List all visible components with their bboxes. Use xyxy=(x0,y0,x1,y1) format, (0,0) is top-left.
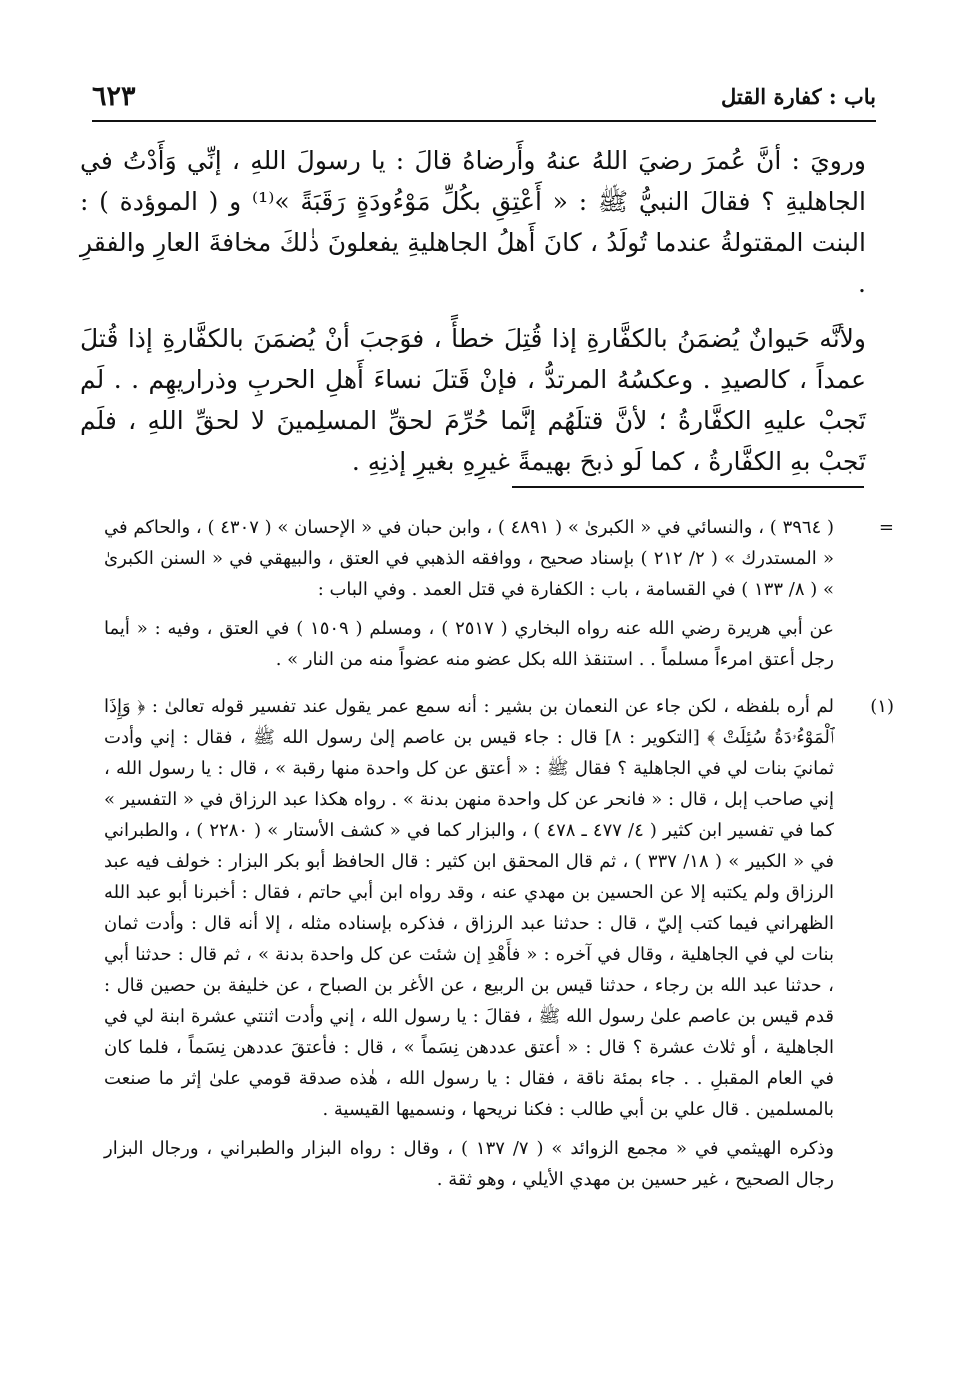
footnote-continued-body xyxy=(104,512,834,683)
main-paragraph-1: ورويَ : أنَّ عُمرَ رضيَ اللهُ عنهُ وأَرضاهُ قالَ : يا رسولَ اللهِ ، إنِّي وَأَدْتُ في الجاهليةِ ؟ فقالَ النبيُّ ﷺ : « أَعْتِقِ بكُلِّ مَوْءُودَةٍ رَقَبَةً »⁽¹⁾ و ( الموؤدة ) : البنت المقتولةُ عندما تُولَدُ ، كانَ أَهلُ الجاهليةِ يفعلونَ ذٰلكَ مخافةَ العارِ والفقرِ . xyxy=(80,146,866,298)
footnote-1-paragraph-1: لم أره بلفظه ، لكن جاء عن النعمان بن بشير : أنه سمع عمر يقول عند تفسير قوله تعالىٰ : ﴿ وَإِذَا ٱلْمَوْءُۥدَةُ سُئِلَتْ ﴾ [التكوير : ٨] قال : جاء قيس بن عاصم إلىٰ رسول الله ﷺ ، فقال : إني وأدت ثمانيَ بنات لي في الجاهلية ؟ فقال ﷺ : « أعتق عن كل واحدة منها رقبة » ، قال : يا رسول الله ، إني صاحب إبل ، قال : « فانحر عن كل واحدة منهن بدنة » . رواه هكذا عبد الرزاق في « التفسير » كما في تفسير ابن كثير ( ٤/ ٤٧٧ ـ ٤٧٨ ) ، والبزار كما في « كشف الأستار » ( ٢٢٨٠ ) ، والطبراني في « الكبير » ( ١٨/ ٣٣٧ ) ، ثم قال المحقق ابن كثير : قال الحافظ أبو بكر البزار : خولف فيه عبد الرزاق ولم يكتبه إلا عن الحسين بن مهدي عنه ، وقد رواه ابن أبي حاتم ، فقال : أخبرنا أبو عبد الله الظهراني فيما كتب إليّ ، قال : حدثنا عبد الرزاق ، فذكره بإسناده مثله ، إلا أنه قال : وأدت ثمان بنات لي في الجاهلية ، وقال في آخره : « فأَهْدِ إن شئت عن كل واحدة بدنة » ، ثم قال : حدثنا أبي ، حدثنا عبد الله بن رجاء ، حدثنا قيس بن الربيع ، عن الأغر بن الصباح ، عن خليفة بن حصين قال : قدم قيس بن عاصم علىٰ رسول الله ﷺ ، فقالَ : يا رسول الله ، إني وأدت اثنتي عشرة ابنة لي في الجاهلية ، أو ثلاث عشرة ؟ قال : « أعتق عددهن نِسَماً » ، قال : فأعتقَ عددهن نِسَماً ، فلما كان في العام المقبلِ . . جاء بمئة ناقة ، فقال : يا رسول الله ، هٰذه صدقة قومي علىٰ إثر ما صنعت بالمسلمين . قال علي بن أبي طالب : فكنا نريحها ، ونسميها القيسية . xyxy=(104,696,835,1120)
footnote-separator xyxy=(512,486,864,488)
page-number: ٦٢٣ xyxy=(92,80,136,112)
footnote-1-marker: (١) xyxy=(870,696,894,717)
footnote-1-body xyxy=(104,691,834,1203)
footnote-continued-paragraph-1: ( ٣٩٦٤ ) ، والنسائي في « الكبرىٰ » ( ٤٨٩١ ) ، وابن حبان في « الإحسان » ( ٤٣٠٧ ) ، والحاكم في « المستدرك » ( ٢/ ٢١٢ ) بإسناد صحيح ، ووافقه الذهبي في العتق ، والبيهقي في « السنن الكبرىٰ » ( ٨/ ١٣٣ ) في القسامة ، باب : الكفارة في قتل العمد . وفي الباب : xyxy=(104,517,834,600)
footnote-1-paragraph-2: وذكره الهيثمي في « مجمع الزوائد » ( ٧/ ١٣٧ ) ، وقال : رواه البزار والطبراني ، ورجال البزار رجال الصحيح ، غير حسين بن مهدي الأيلي ، وهو ثقة . xyxy=(104,1138,834,1190)
main-paragraph-2: ولأنَّه حَيوانٌ يُضمَنُ بالكفَّارةِ إذا قُتِلَ خطأً ، فوَجبَ أنْ يُضمَنَ بالكفَّارةِ إذا قُتلَ عمداً ، كالصيدِ . وعكسُهُ المرتدُّ ، فإنْ قَتلَ نساءَ أَهلِ الحربِ وذراريهِم . . لَم تَجبْ عليهِ الكفَّارةُ ؛ لأنَّ قتلَهُم إنَّما حُرِّمَ لحقِّ المسلِمينَ لا لحقِّ اللهِ ، فلَم تَجبْ بهِ الكفَّارةُ ، كما لَو ذبحَ بهيمةً غيرِهِ بغيرِ إذنِهِ . xyxy=(80,324,866,476)
footnote-continued xyxy=(104,512,894,683)
main-text xyxy=(80,140,866,496)
page-header xyxy=(92,76,876,116)
footnotes-section xyxy=(104,512,894,1211)
footnote-1 xyxy=(104,691,894,1203)
chapter-title: باب : كفارة القتل xyxy=(721,83,876,109)
header-rule xyxy=(92,120,876,122)
footnote-continued-marker: = xyxy=(878,517,894,538)
footnote-continued-paragraph-2: عن أبي هريرة رضي الله عنه رواه البخاري ( ٢٥١٧ ) ، ومسلم ( ١٥٠٩ ) في العتق ، وفيه : « أيما رجل أعتق امرءاً مسلماً . . استنقذ الله بكل عضو منه عضواً منه من النار » . xyxy=(104,618,834,670)
